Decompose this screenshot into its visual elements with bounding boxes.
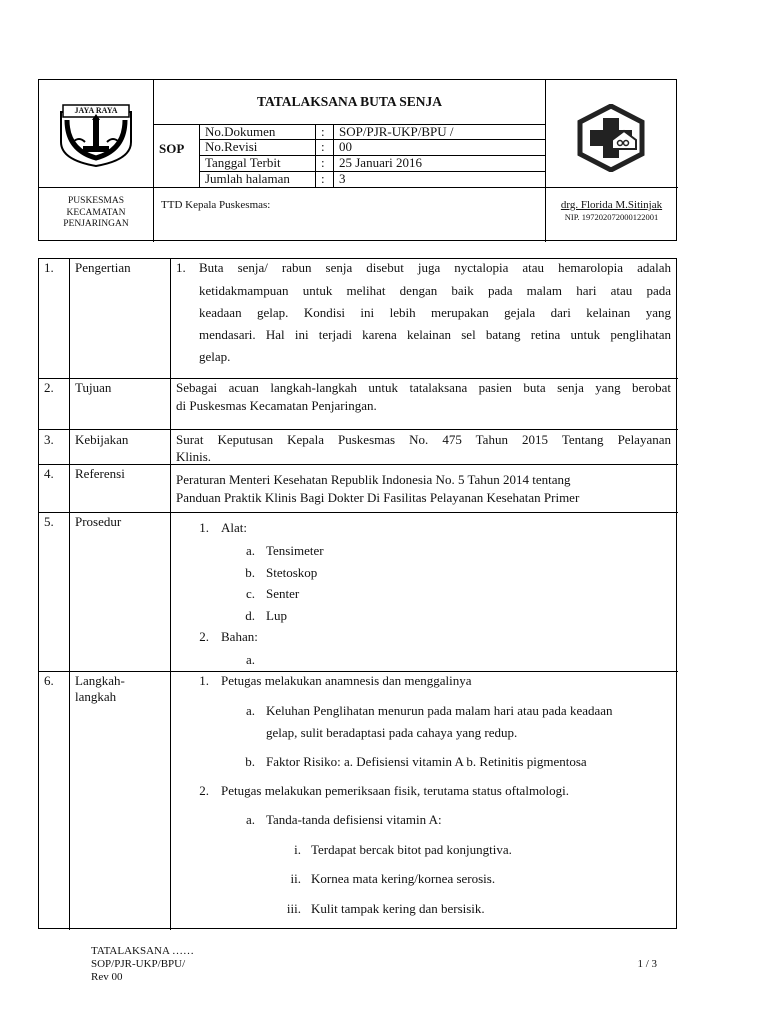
meta-value-revisi: 00: [339, 139, 352, 154]
ttd-label: TTD Kepala Puskesmas:: [161, 199, 271, 211]
row-label-1: Langkah-: [75, 673, 125, 688]
kebijakan-line-1: Surat Keputusan Kepala Puskesmas No. 475 Tahun 2015 Tentang Pelayanan: [176, 432, 671, 447]
list-marker: b.: [245, 754, 255, 769]
meta-value-tanggal: 25 Januari 2016: [339, 155, 423, 170]
item-number: 1.: [176, 260, 186, 275]
list-text: Petugas melakukan pemeriksaan fisik, terutama status oftalmologi.: [221, 783, 570, 798]
list-text: Senter: [266, 586, 300, 601]
list-marker: a.: [245, 652, 255, 667]
puskesmas-logo: [576, 104, 646, 172]
list-marker: d.: [245, 608, 255, 623]
meta-sep: :: [321, 171, 325, 186]
referensi-line-2: Panduan Praktik Klinis Bagi Dokter Di Fasilitas Pelayanan Kesehatan Primer: [176, 490, 580, 505]
logo-text: JAYA RAYA: [74, 106, 118, 115]
list-marker: a.: [245, 703, 255, 718]
tujuan-line-1: Sebagai acuan langkah-langkah untuk tatalaksana pasien buta senja yang berobat: [176, 380, 671, 395]
org-line-3: PENJARINGAN: [63, 219, 129, 229]
list-text: Stetoskop: [266, 565, 318, 580]
meta-value-dokumen: SOP/PJR-UKP/BPU /: [339, 124, 454, 139]
step-1a-cont: gelap, sulit beradaptasi pada cahaya yang redup.: [266, 725, 518, 740]
list-text: Alat:: [221, 520, 247, 535]
footer-line-3: Rev 00: [91, 971, 123, 983]
list-text: Tensimeter: [266, 543, 324, 558]
list-marker: i.: [294, 842, 301, 857]
jaya-raya-logo: [53, 102, 139, 168]
list-text: Keluhan Penglihatan menurun pada malam hari atau pada keadaan: [266, 703, 613, 718]
row-number: 5.: [44, 514, 54, 529]
row-label: Prosedur: [75, 514, 122, 529]
row-label: Kebijakan: [75, 432, 129, 447]
sop-label: SOP: [159, 141, 185, 156]
sop-table: [38, 258, 677, 929]
list-text: Petugas melakukan anamnesis dan menggalinya: [221, 673, 472, 688]
kebijakan-line-2: Klinis.: [176, 449, 212, 464]
list-marker: a.: [245, 812, 255, 827]
meta-label-revisi: No.Revisi: [205, 139, 258, 154]
pengertian-line-4: mendasari. Hal ini terjadi karena kelainan sel batang retina untuk penglihatan: [199, 327, 671, 342]
signer-nip: NIP. 197202072000122001: [564, 212, 659, 222]
list-marker: 2.: [199, 629, 209, 644]
pengertian-line-5: gelap.: [199, 349, 231, 364]
footer-line-1: TATALAKSANA ……: [91, 945, 195, 957]
meta-label-halaman: Jumlah halaman: [205, 171, 290, 186]
list-marker: ii.: [290, 871, 301, 886]
row-number: 2.: [44, 380, 54, 395]
document-header: [38, 79, 677, 241]
row-label: Tujuan: [75, 380, 112, 395]
meta-sep: :: [321, 139, 325, 154]
pengertian-line-1: Buta senja/ rabun senja disebut juga nyctalopia atau hemarolopia adalah: [199, 260, 671, 275]
list-marker: c.: [245, 586, 255, 601]
list-text: Kornea mata kering/kornea serosis.: [311, 871, 496, 886]
signer-name: drg. Florida M.Sitinjak: [560, 199, 663, 211]
meta-sep: :: [321, 155, 325, 170]
meta-label-dokumen: No.Dokumen: [205, 124, 276, 139]
row-label-2: langkah: [75, 689, 117, 704]
list-marker: 2.: [199, 783, 209, 798]
footer-line-2: SOP/PJR-UKP/BPU/: [91, 958, 186, 970]
meta-sep: :: [321, 124, 325, 139]
row-label: Pengertian: [75, 260, 131, 275]
org-line-2: KECAMATAN: [66, 208, 126, 218]
meta-value-halaman: 3: [339, 171, 346, 186]
page-number: 1 / 3: [637, 958, 657, 970]
meta-label-tanggal: Tanggal Terbit: [205, 155, 281, 170]
list-text: Kulit tampak kering dan bersisik.: [311, 901, 485, 916]
list-text: Tanda-tanda defisiensi vitamin A:: [266, 812, 442, 827]
tujuan-line-2: di Puskesmas Kecamatan Penjaringan.: [176, 398, 377, 413]
document-title: TATALAKSANA BUTA SENJA: [256, 94, 443, 109]
row-number: 4.: [44, 466, 54, 481]
list-text: Terdapat bercak bitot pad konjungtiva.: [311, 842, 512, 857]
referensi-line-1: Peraturan Menteri Kesehatan Republik Indonesia No. 5 Tahun 2014 tentang: [176, 472, 571, 487]
org-line-1: PUSKESMAS: [68, 196, 124, 206]
list-marker: iii.: [286, 901, 301, 916]
list-text: Lup: [266, 608, 287, 623]
row-number: 6.: [44, 673, 54, 688]
list-marker: b.: [245, 565, 255, 580]
pengertian-line-3: keadaan gelap. Kondisi ini lebih merupakan gejala dari kelainan yang: [199, 305, 671, 320]
row-label: Referensi: [75, 466, 125, 481]
list-text: Bahan:: [221, 629, 258, 644]
list-text: Faktor Risiko: a. Defisiensi vitamin A b. Retinitis pigmentosa: [266, 754, 587, 769]
list-marker: a.: [245, 543, 255, 558]
pengertian-line-2: ketidakmampuan untuk melihat dengan baik pada malam hari atau pada: [199, 283, 671, 298]
row-number: 1.: [44, 260, 54, 275]
list-marker: 1.: [199, 673, 209, 688]
row-number: 3.: [44, 432, 54, 447]
list-marker: 1.: [199, 520, 209, 535]
